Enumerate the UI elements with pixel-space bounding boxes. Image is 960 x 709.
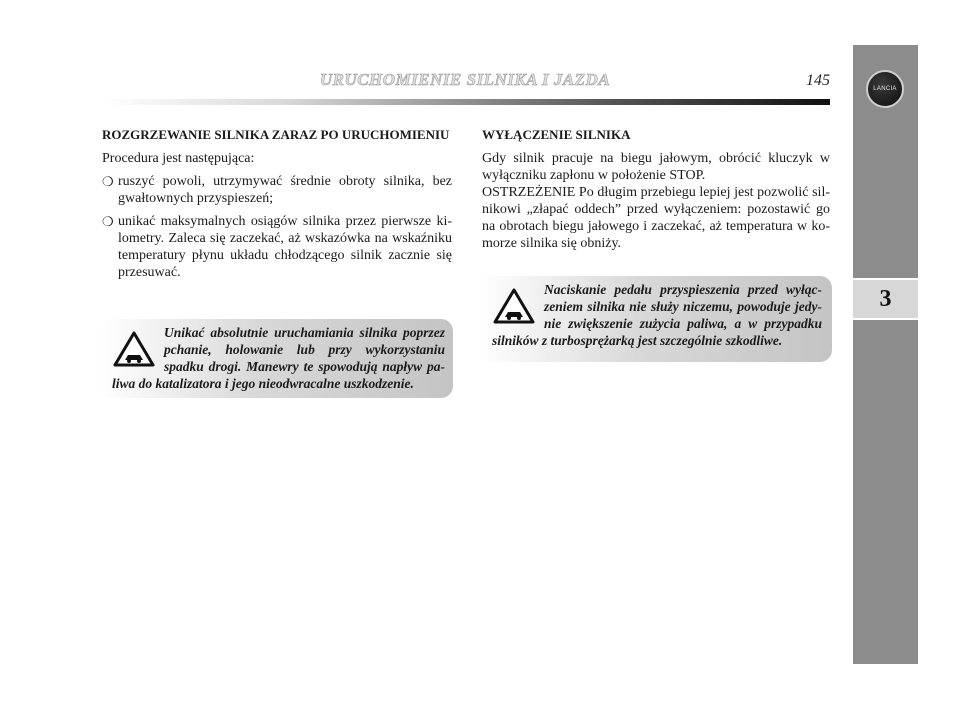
- page-title: URUCHOMIENIE SILNIKA I JAZDA: [319, 70, 611, 89]
- header-rule: [102, 99, 830, 105]
- section-heading-warmup: ROZGRZEWANIE SILNIKA ZARAZ PO URUCHOMIENIU: [102, 127, 450, 142]
- left-column: [102, 127, 452, 287]
- chapter-sidebar: [853, 45, 918, 664]
- right-column: [482, 127, 830, 258]
- intro-text: Procedura jest następująca:: [102, 151, 255, 166]
- warning-text: Unikać absolutnie uruchamiania silnika poprzez pchanie, holowanie lub przy wykorzystaniu spadku drogi. Manewry te spowodują napływ pa-liwa do katalizatora i jego nieodwracalne uszkodzenie.: [112, 325, 445, 391]
- logo-text: LANCIA: [873, 86, 897, 92]
- warning-box-right: [480, 276, 832, 362]
- warning-text: Naciskanie pedału przyspieszenia przed wyłąc-zeniem silnika nie służy niczemu, powoduje jedy-nie zwiększenie zużycia paliwa, a w przypadku silników z turbosprężarką jest szczególnie szkodliwe.: [492, 282, 822, 348]
- lancia-logo-icon: [866, 70, 904, 108]
- warning-triangle-icon: [112, 330, 156, 368]
- paragraph: OSTRZEŻENIE Po długim przebiegu lepiej jest pozwolić sil-nikowi „złapać oddech” przed wyłączeniem: pozostawić go na obrotach biegu jałowego i zaczekać, aż temperatura w ko-morze silnika się obniży.: [482, 185, 830, 251]
- page-number: 145: [806, 72, 830, 89]
- warning-triangle-icon: [492, 287, 536, 325]
- list-item: [102, 173, 452, 207]
- paragraph: Gdy silnik pracuje na biegu jałowym, obrócić kluczyk w wyłączniku zapłonu w położenie STOP.: [482, 151, 830, 183]
- list-item-text: unikać maksymalnych osiągów silnika przez pierwsze ki-lometry. Zaleca się zaczekać, aż wskazówka na wskaźniku temperatury płynu układu chłodzącego silnik zacznie się przesuwać.: [118, 214, 452, 280]
- bullet-circle-icon: ❍: [102, 174, 114, 189]
- warning-box-left: [100, 319, 453, 398]
- list-item-text: ruszyć powoli, utrzymywać średnie obroty silnika, bez gwałtownych przyspieszeń;: [118, 174, 452, 206]
- chapter-tab[interactable]: 3: [853, 278, 918, 320]
- list-item: [102, 213, 452, 281]
- bullet-circle-icon: ❍: [102, 214, 114, 229]
- section-heading-shutdown: WYŁĄCZENIE SILNIKA: [482, 127, 631, 142]
